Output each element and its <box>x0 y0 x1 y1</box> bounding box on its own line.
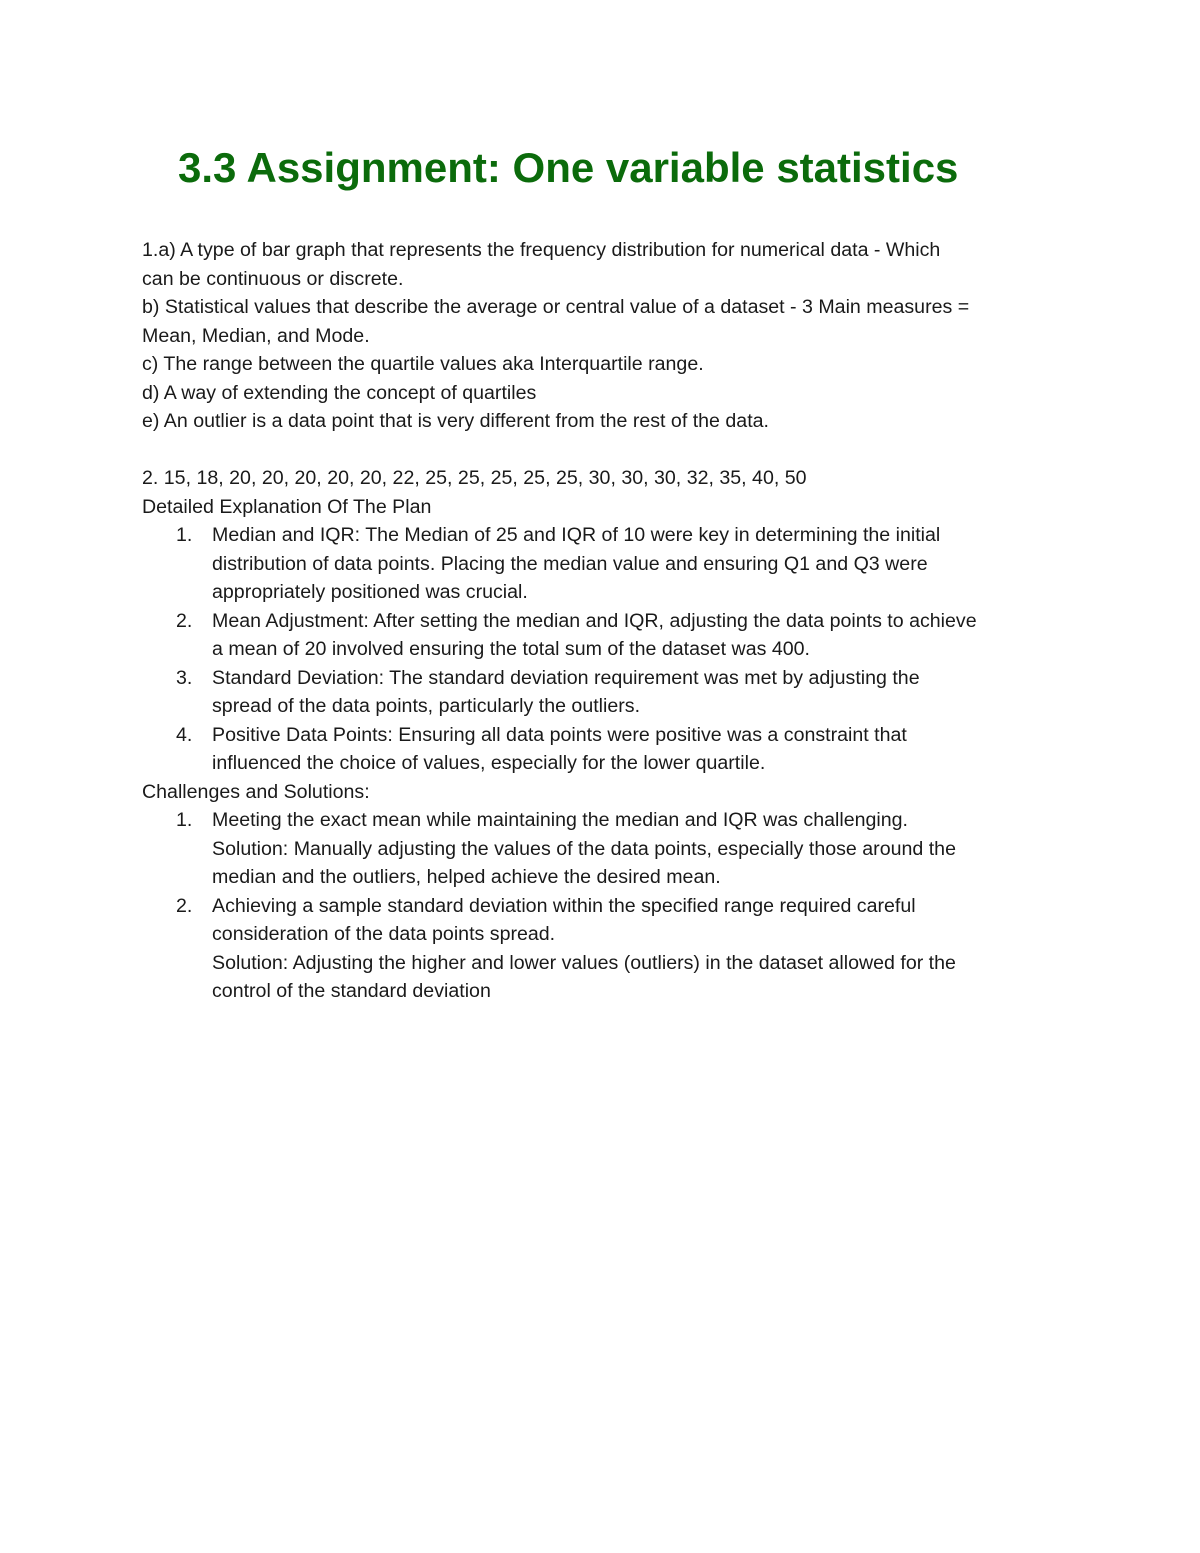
list-number: 2. <box>176 894 193 917</box>
paragraph-spacer <box>142 436 1072 465</box>
list-item-line: Solution: Manually adjusting the values of the data points, especially those around the <box>212 837 956 860</box>
list-item-line: spread of the data points, particularly the outliers. <box>212 695 641 717</box>
list-number: 4. <box>176 723 193 746</box>
list-item <box>142 521 1072 607</box>
document-body <box>142 236 1072 1006</box>
list-item-line: consideration of the data points spread. <box>212 923 556 945</box>
list-item-line: influenced the choice of values, especially for the lower quartile. <box>212 752 766 774</box>
list-item <box>142 892 1072 1006</box>
list-item-line: distribution of data points. Placing the median value and ensuring Q1 and Q3 were <box>212 552 928 575</box>
list-item <box>142 721 1072 778</box>
list-item <box>142 664 1072 721</box>
list-item-line: Solution: Adjusting the higher and lower values (outliers) in the dataset allowed for the <box>212 951 956 974</box>
list-item <box>142 806 1072 892</box>
list-number: 1. <box>176 524 193 546</box>
text-line: 1.a) A type of bar graph that represents the frequency distribution for numerical data - Which <box>142 239 941 261</box>
list-item-line: Meeting the exact mean while maintaining the median and IQR was challenging. <box>212 809 908 831</box>
dataset-line: 2. 15, 18, 20, 20, 20, 20, 20, 22, 25, 25, 25, 25, 25, 30, 30, 30, 32, 35, 40, 50 <box>142 467 807 489</box>
plan-heading: Detailed Explanation Of The Plan <box>142 495 432 518</box>
list-item-line: Achieving a sample standard deviation within the specified range required careful <box>212 894 916 917</box>
text-line: e) An outlier is a data point that is very different from the rest of the data. <box>142 410 769 432</box>
text-line: b) Statistical values that describe the average or central value of a dataset - 3 Main measures = <box>142 296 970 318</box>
list-item-line: control of the standard deviation <box>212 980 491 1002</box>
list-item-line: a mean of 20 involved ensuring the total sum of the dataset was 400. <box>212 638 810 660</box>
list-item-line: Standard Deviation: The standard deviation requirement was met by adjusting the <box>212 666 920 689</box>
list-number: 3. <box>176 666 193 689</box>
text-line: Mean, Median, and Mode. <box>142 324 370 347</box>
text-line: c) The range between the quartile values aka Interquartile range. <box>142 353 704 375</box>
challenges-heading: Challenges and Solutions: <box>142 780 370 803</box>
list-item-line: appropriately positioned was crucial. <box>212 581 528 603</box>
list-item-line: Positive Data Points: Ensuring all data points were positive was a constraint that <box>212 723 907 746</box>
list-number: 1. <box>176 809 193 831</box>
page-title: 3.3 Assignment: One variable statistics <box>178 144 959 191</box>
question-1 <box>142 236 1072 436</box>
list-item <box>142 607 1072 664</box>
plan-list <box>142 521 1072 778</box>
text-line: d) A way of extending the concept of quartiles <box>142 381 537 404</box>
list-item-line: Mean Adjustment: After setting the median and IQR, adjusting the data points to achieve <box>212 609 977 632</box>
text-line: can be continuous or discrete. <box>142 267 404 290</box>
question-2 <box>142 464 1072 1006</box>
list-number: 2. <box>176 609 193 632</box>
list-item-line: Median and IQR: The Median of 25 and IQR of 10 were key in determining the initial <box>212 524 941 546</box>
challenges-list <box>142 806 1072 1006</box>
list-item-line: median and the outliers, helped achieve the desired mean. <box>212 866 721 888</box>
